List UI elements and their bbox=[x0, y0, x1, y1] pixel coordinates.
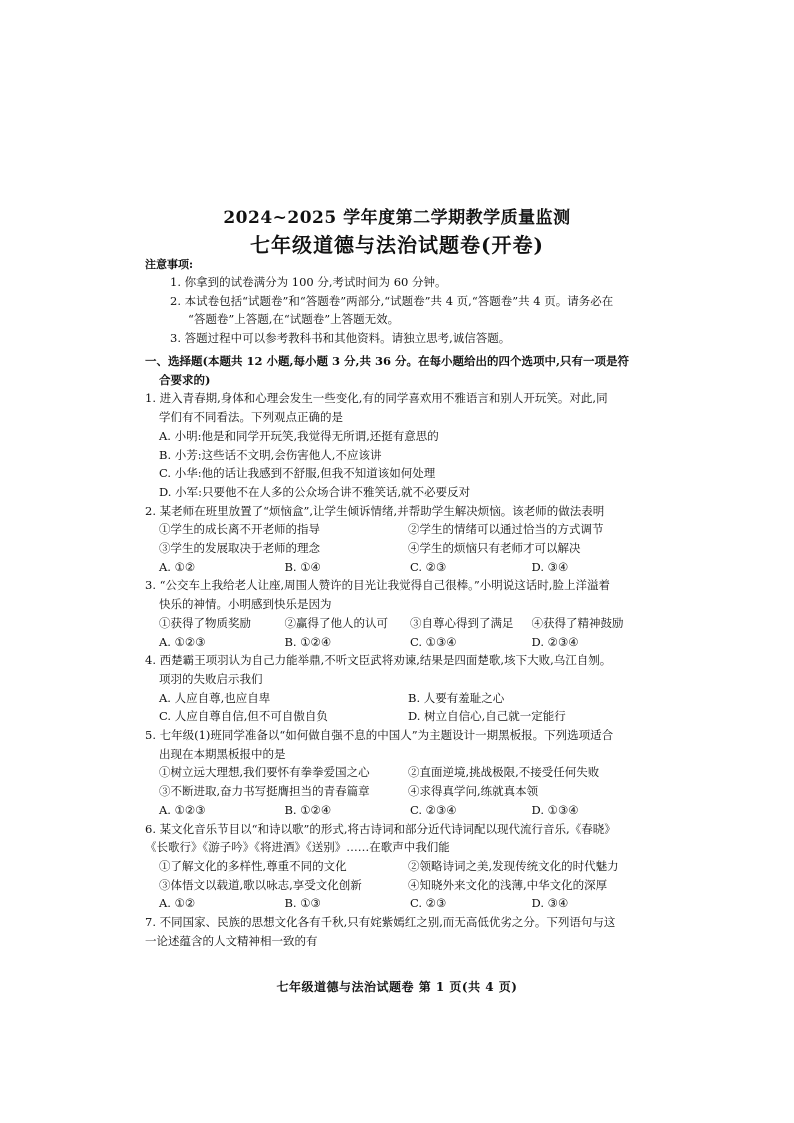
question-stem: 3. “公交车上我给老人让座,周围人赞许的目光让我觉得自己很棒。”小明说这话时,脸上洋溢着 bbox=[145, 578, 610, 593]
option-b: B. ①③ bbox=[284, 896, 321, 911]
question-stem-cont: 一论述蕴含的人文精神相一致的有 bbox=[145, 933, 318, 948]
statement-row bbox=[145, 614, 657, 633]
option-b: B. ①④ bbox=[284, 559, 321, 574]
option-row bbox=[145, 707, 657, 726]
statement: ③学生的发展取决于老师的理念 bbox=[159, 541, 320, 556]
question-stem: 1. 进入青春期,身体和心理会发生一些变化,有的同学喜欢用不雅语言和别人开玩笑。对此,同 bbox=[145, 391, 608, 406]
question-5 bbox=[145, 726, 657, 763]
statement: ③自尊心得到了满足 bbox=[409, 615, 514, 630]
question-7 bbox=[145, 913, 657, 950]
note-item: 2. 本试卷包括“试题卷”和“答题卷”两部分,“试题卷”共 4 页,“答题卷”共 4 页。请务必在 bbox=[170, 293, 614, 308]
option-a: A. 人应自尊,也应自卑 bbox=[159, 690, 271, 705]
option-a: A. ①② bbox=[159, 896, 196, 911]
statement: ①学生的成长离不开老师的指导 bbox=[159, 522, 320, 537]
question-stem: 2. 某老师在班里放置了“烦恼盒”,让学生倾诉情绪,并帮助学生解决烦恼。该老师的做法表明 bbox=[145, 503, 605, 518]
statement-row bbox=[145, 782, 657, 801]
statement: ②直面逆境,挑战极限,不接受任何失败 bbox=[408, 765, 600, 780]
questions bbox=[145, 352, 657, 951]
statement-row bbox=[145, 520, 657, 539]
exam-title-line1: 2024~2025 学年度第二学期教学质量监测 bbox=[223, 208, 571, 228]
question-stem: 7. 不同国家、民族的思想文化各有千秋,只有姹紫嫣红之别,而无高低优劣之分。下列语句与这 bbox=[145, 915, 616, 930]
statement: ③体悟文以载道,歌以咏志,享受文化创新 bbox=[159, 877, 362, 892]
statement: ②赢得了他人的认可 bbox=[284, 615, 388, 630]
option-a: A. ①② bbox=[159, 559, 196, 574]
option-a: A. 小明:他是和同学开玩笑,我觉得无所谓,还挺有意思的 bbox=[159, 428, 439, 443]
question-stem-cont: 学们有不同看法。下列观点正确的是 bbox=[159, 410, 343, 425]
statement: ④学生的烦恼只有老师才可以解决 bbox=[408, 541, 581, 556]
option-b: B. 小芳:这些话不文明,会伤害他人,不应该讲 bbox=[159, 447, 382, 462]
notes-list bbox=[170, 273, 660, 347]
statement: ④知晓外来文化的浅薄,中华文化的深厚 bbox=[408, 877, 608, 892]
section-title-text: 一、选择题(本题共 12 小题,每小题 3 分,共 36 分。在每小题给出的四个选项中,只有一项是符 bbox=[145, 354, 629, 368]
statement: ④获得了精神鼓励 bbox=[531, 615, 624, 630]
option-c: C. ①③④ bbox=[409, 634, 457, 649]
statement: ②学生的情绪可以通过恰当的方式调节 bbox=[408, 522, 604, 537]
note-item: 3. 答题过程中可以参考教科书和其他资料。请独立思考,诚信答题。 bbox=[170, 330, 511, 345]
option-d: D. ③④ bbox=[531, 559, 569, 574]
option-c: C. 人应自尊自信,但不可自傲自负 bbox=[159, 709, 328, 724]
option-b: B. ①②④ bbox=[284, 634, 332, 649]
option-row bbox=[145, 801, 657, 820]
statement: ③不断进取,奋力书写挺膺担当的青春篇章 bbox=[159, 784, 370, 799]
question-stem-cont: 快乐的神情。小明感到快乐是因为 bbox=[159, 597, 332, 612]
option-d: D. ③④ bbox=[531, 896, 569, 911]
question-stem: 5. 七年级(1)班同学准备以“如何做自强不息的中国人”为主题设计一期黑板报。下列选项适合 bbox=[145, 728, 614, 743]
question-stem: 6. 某文化音乐节目以“和诗以歌”的形式,将古诗词和部分近代诗词配以现代流行音乐,《春晓》 bbox=[145, 821, 616, 836]
statement: ①获得了物质奖励 bbox=[159, 615, 251, 630]
option-row bbox=[145, 689, 657, 708]
option-d: D. ①③④ bbox=[531, 802, 579, 817]
question-stem-cont: 出现在本期黑板报中的是 bbox=[159, 746, 286, 761]
note-item: “答题卷”上答题,在“试题卷”上答题无效。 bbox=[188, 312, 400, 326]
option-d: D. 小军:只要他不在人多的公众场合讲不雅笑话,就不必要反对 bbox=[159, 484, 471, 499]
statement-row bbox=[145, 876, 657, 895]
page-footer: 七年级道德与法治试题卷 第 1 页(共 4 页) bbox=[276, 980, 518, 994]
statement: ①树立远大理想,我们要怀有拳拳爱国之心 bbox=[159, 765, 370, 780]
option-c: C. ②③ bbox=[409, 896, 447, 911]
option-a: A. ①②③ bbox=[159, 802, 206, 817]
question-2 bbox=[145, 502, 657, 521]
question-stem-cont: 《长歌行》《游子吟》《将进酒》《送别》……在歌声中我们能 bbox=[145, 840, 450, 855]
section-title-cont: 合要求的) bbox=[159, 372, 211, 387]
option-row bbox=[145, 558, 657, 577]
option-b: B. ①②④ bbox=[284, 802, 332, 817]
question-4 bbox=[145, 651, 657, 688]
statement: ④求得真学问,练就真本领 bbox=[408, 784, 539, 799]
question-3 bbox=[145, 576, 657, 613]
question-6 bbox=[145, 820, 657, 857]
option-c: C. ②③ bbox=[409, 559, 447, 574]
note-item: 1. 你拿到的试卷满分为 100 分,考试时间为 60 分钟。 bbox=[170, 275, 447, 289]
option-b: B. 人要有羞耻之心 bbox=[408, 690, 505, 705]
option-c: C. 小华:他的话让我感到不舒服,但我不知道该如何处理 bbox=[159, 466, 436, 481]
section-title bbox=[145, 352, 657, 389]
option-d: D. ②③④ bbox=[531, 634, 579, 649]
question-1 bbox=[145, 389, 657, 426]
statement-row bbox=[145, 763, 657, 782]
question-stem: 4. 西楚霸王项羽认为自己力能举鼎,不听文臣武将劝谏,结果是四面楚歌,垓下大败,乌江自刎。 bbox=[145, 653, 612, 668]
statement-row bbox=[145, 539, 657, 558]
notes-title: 注意事项: bbox=[145, 258, 194, 271]
option-c: C. ②③④ bbox=[409, 802, 457, 817]
exam-title-line2: 七年级道德与法治试题卷(开卷) bbox=[250, 233, 544, 257]
option-row bbox=[145, 894, 657, 913]
statement: ②领略诗词之美,发现传统文化的时代魅力 bbox=[408, 858, 619, 873]
option-row bbox=[145, 633, 657, 652]
question-stem-cont: 项羽的失败启示我们 bbox=[159, 671, 263, 686]
statement-row bbox=[145, 857, 657, 876]
option-d: D. 树立自信心,自己就一定能行 bbox=[408, 709, 566, 724]
option-a: A. ①②③ bbox=[159, 634, 206, 649]
statement: ①了解文化的多样性,尊重不同的文化 bbox=[159, 858, 347, 873]
